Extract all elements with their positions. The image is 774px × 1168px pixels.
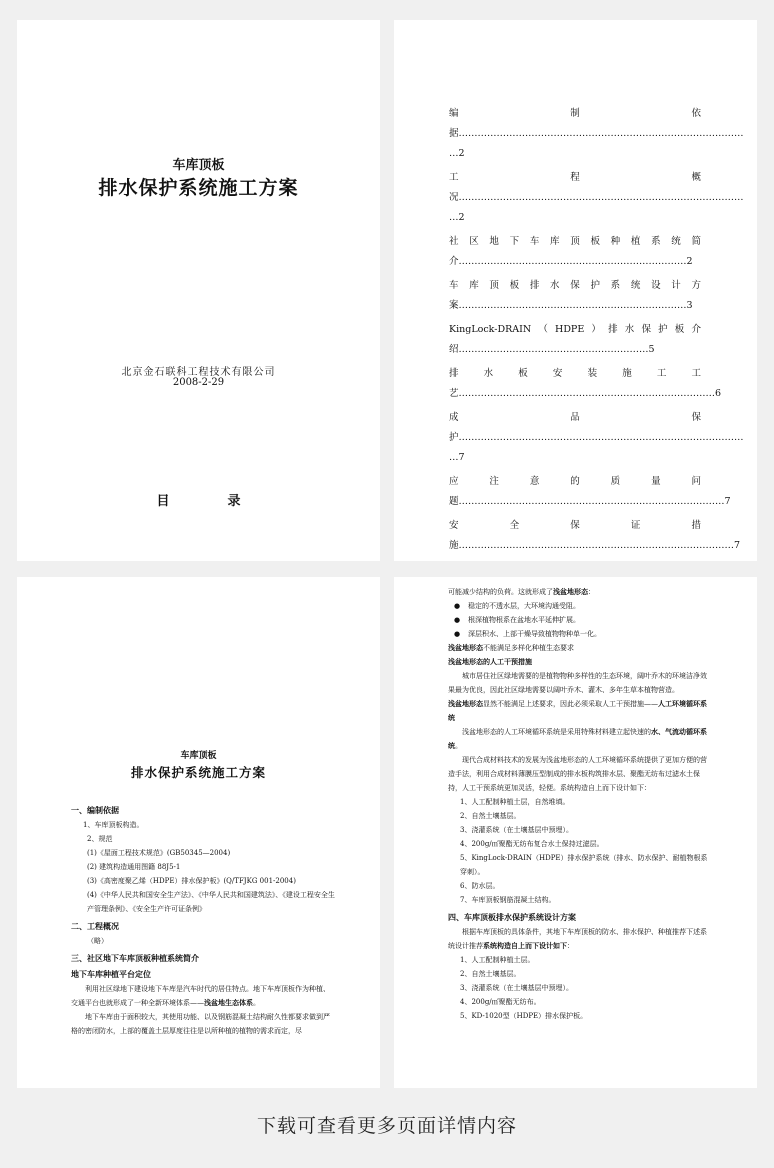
paragraph: 浅盆地形态显然不能满足上述要求，因此必须采取人工干预措施——人工环境循环系统 [448, 700, 707, 722]
toc-item-page: …2 [449, 148, 465, 159]
cover-subtitle: 车库顶板 [172, 158, 225, 173]
section-page-body [71, 800, 336, 1038]
list-item: 3、浇灌系统（在土壤基层中预埋）。 [460, 984, 573, 992]
toc-item-tail: 况……………………………………………………………………………… [449, 192, 744, 203]
paragraph: 根据车库顶板的具体条件，其地下车库顶板的防水、排水保护、种植推荐下述系统设计推荐系统构造自上而下设计如下： [448, 928, 707, 950]
toc-item-page: …7 [449, 452, 465, 463]
toc-item-page: …2 [449, 212, 465, 223]
toc-item-head: 工程概 [449, 172, 701, 183]
heading-project-overview: 二、工程概况 [71, 922, 119, 931]
heading-drainage-design: 四、车库顶板排水保护系统设计方案 [448, 913, 576, 922]
basis-line: (2) 建筑构造通用图籍 88J5-1 [87, 863, 181, 871]
toc-item-head: 社区地下车库顶板种植系统简 [449, 236, 701, 247]
section-page [17, 577, 380, 1088]
toc-item-head: 安全保证措 [449, 520, 701, 531]
paragraph: 浅盆地形态的人工环境循环系统是采用特殊材料建立起快速的水、气流动循环系统。 [448, 728, 707, 750]
paragraph: 城市居住社区绿地需要的是植物物种多样性的生态环境，阔叶乔木的环境洁净效果最为优良，因此社区绿地需要以阔叶乔木、灌木、多年生草本植物营造。 [448, 672, 707, 694]
list-item: 1、人工配制种植土层。 [460, 956, 535, 964]
list-item: 2、自然土壤基层。 [460, 812, 521, 820]
toc-item [449, 232, 701, 272]
toc-item-head: 编制依 [449, 108, 701, 119]
toc-item-tail: 据……………………………………………………………………………… [449, 128, 744, 139]
toc-list [449, 104, 744, 560]
toc-heading: 目录 [156, 494, 299, 509]
section-page-title: 排水保护系统施工方案 [130, 765, 266, 780]
toc-item-tail: 介………………………………………………………………2 [449, 256, 693, 267]
cover-title: 排水保护系统施工方案 [98, 177, 299, 199]
list-item: 2、自然土壤基层。 [460, 970, 521, 978]
toc-page [394, 20, 757, 561]
toc-item-tail: 艺………………………………………………………………………6 [449, 388, 722, 399]
toc-item [449, 104, 744, 164]
section-page-subtitle: 车库顶板 [180, 751, 217, 761]
toc-item-tail: 施……………………………………………………………………………7 [449, 540, 741, 551]
list-item: 4、200g/㎡聚酯无纺布复合水土保持过滤层。 [460, 840, 604, 848]
toc-item [449, 276, 701, 316]
list-item: 4、200g/㎡聚酯无纺布。 [460, 998, 541, 1006]
list-item: 3、浇灌系统（在土壤基层中预埋）。 [460, 826, 573, 834]
list-item: 5、KingLock-DRAIN（HDPE）排水保护系统（排水、防水保护、耐植物根系穿刺）。 [460, 854, 708, 876]
toc-item-head: 成品保 [449, 412, 701, 423]
detail-page-body [448, 585, 709, 1023]
toc-item-head: KingLock-DRAIN（HDPE）排水保护板介 [449, 324, 701, 335]
bullet-item: ● 稳定的不透水层，大环境沟通受阻。 [448, 599, 709, 613]
paragraph: 可能减少结构的负荷。这就形成了浅盆地形态： [448, 588, 595, 596]
toc-item-tail: 护……………………………………………………………………………… [449, 432, 744, 443]
cover-page [17, 20, 380, 561]
list-item: 6、防水层。 [460, 882, 500, 890]
toc-item-head: 车库顶板排水保护系统设计方 [449, 280, 701, 291]
detail-page [394, 577, 757, 1088]
note: 浅盆地形态不能满足多样化种植生态要求 [448, 644, 574, 652]
heading-planting-system: 三、社区地下车库顶板种植系统简介 [71, 954, 199, 963]
bullet-item: ● 深层积水、上部干燥导致植物物种单一化。 [448, 627, 709, 641]
subheading-platform-position: 地下车库种植平台定位 [71, 970, 151, 979]
toc-item [449, 516, 741, 556]
toc-item [449, 364, 722, 404]
subheading-manual-measures: 浅盆地形态的人工干预措施 [448, 658, 532, 666]
paragraph: 利用社区绿地下建设地下车库是汽车时代的居住特点。地下车库顶板作为种植、交通平台也就形成了一种全新环境体系——浅盆地生态体系。 [71, 985, 330, 1007]
toc-item-tail: 案………………………………………………………………3 [449, 300, 693, 311]
basis-line: 2、规范 [87, 835, 113, 843]
toc-item-head: 应注意的质量问 [449, 476, 701, 487]
bullet-item: ● 根深植物根系在盆地水平延伸扩展。 [448, 613, 709, 627]
toc-item [449, 168, 744, 228]
download-caption: 下载可查看更多页面详情内容 [256, 1115, 517, 1137]
list-item: 5、KD-1020型（HDPE）排水保护板。 [460, 1012, 588, 1020]
toc-item [449, 472, 731, 512]
toc-item [449, 320, 701, 360]
basis-line: 1、车库顶板构造。 [83, 821, 144, 829]
toc-item [449, 408, 744, 468]
list-item: 1、人工配制种植土层，自然堆填。 [460, 798, 570, 806]
toc-item-head: 排水板安装施工工 [449, 368, 701, 379]
cover-date: 2008-2-29 [172, 377, 225, 388]
basis-line: (1)《屋面工程技术规范》(GB50345—2004) [87, 849, 231, 857]
basis-line: (4)《中华人民共和国安全生产法》、《中华人民共和国建筑法》、《建设工程安全生产管理条例》、《安全生产许可证条例》 [87, 891, 335, 913]
list-item: 7、车库顶板钢筋混凝土结构。 [460, 896, 556, 904]
basis-line: (3)《高密度聚乙烯（HDPE）排水保护板》(Q/TFJKG 001-2004) [87, 877, 296, 885]
cover-company: 北京金石联科工程技术有限公司 [121, 367, 276, 378]
paragraph: 地下车库由于面积较大，其使用功能、以及钢筋混凝土结构耐久性都要求做到严格的密闭防水，上部的覆盖土层厚度往往是以所种植的植物的需求而定，尽 [71, 1013, 330, 1035]
toc-item-tail: 题…………………………………………………………………………7 [449, 496, 731, 507]
heading-compile-basis: 一、编制依据 [71, 806, 119, 815]
overview-text: （略） [87, 937, 108, 945]
toc-item-tail: 绍……………………………………………………5 [449, 344, 655, 355]
paragraph: 现代合成材料技术的发展为浅盆地形态的人工环境循环系统提供了更加方便的营造手法，利用合成材料薄膜压型制成的排水板构筑排水层、聚酯无纺布过滤水土保持，人工干预系统更加灵活，轻便。系统构造自上而下设计如下： [448, 756, 707, 792]
